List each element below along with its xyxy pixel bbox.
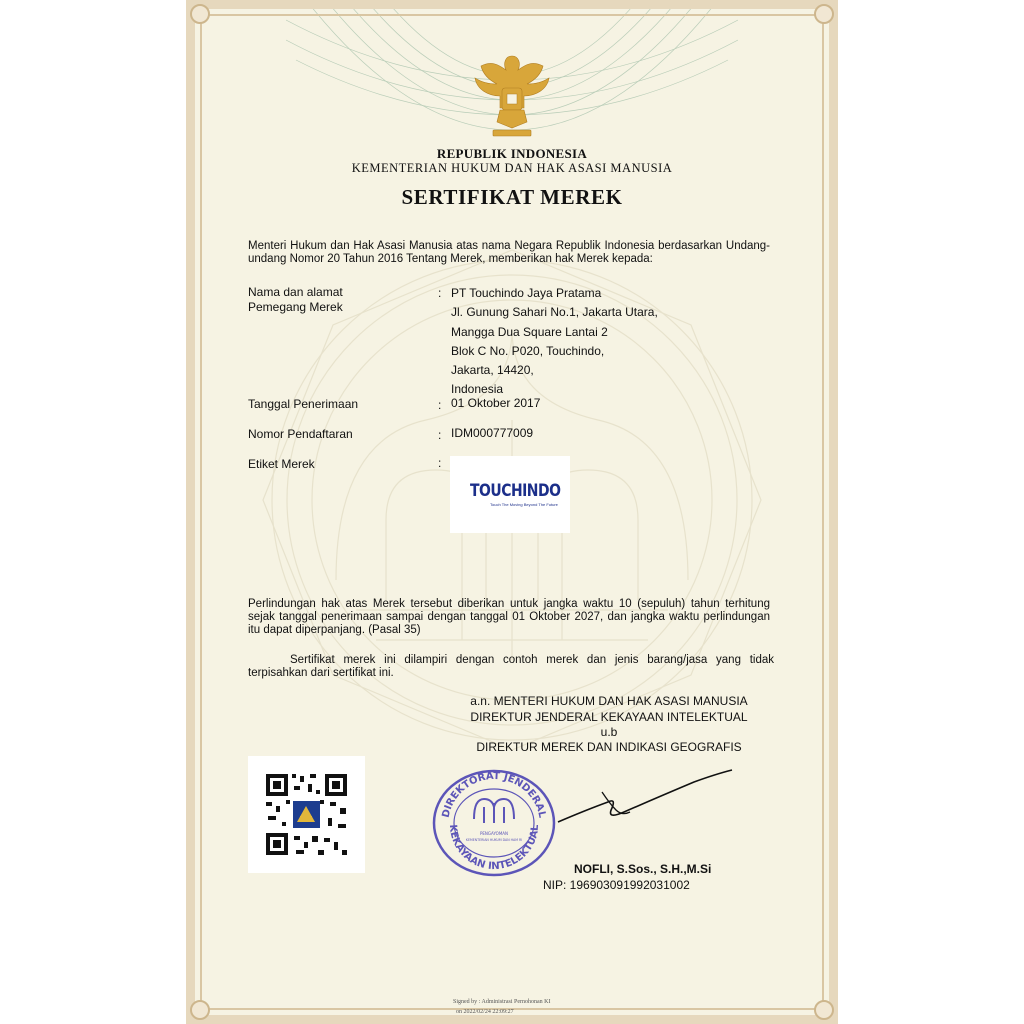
stamp-top-text: DIREKTORAT JENDERAL <box>440 770 548 819</box>
footer-signed-on: on 2022/02/24 22:09:27 <box>456 1009 514 1015</box>
holder-line: Blok C No. P020, Touchindo, <box>451 343 605 358</box>
colon: : <box>438 398 442 412</box>
signatory-line-1: a.n. MENTERI HUKUM DAN HAK ASASI MANUSIA <box>470 694 748 708</box>
corner-ornament <box>814 1000 834 1020</box>
signatory-line-2: DIREKTUR JENDERAL KEKAYAAN INTELEKTUAL <box>470 710 748 724</box>
corner-ornament <box>190 1000 210 1020</box>
holder-line: PT Touchindo Jaya Pratama <box>451 286 602 300</box>
pengayoman-tree-icon <box>474 799 514 823</box>
holder-line: Indonesia <box>451 382 504 397</box>
signatory-line-4: DIREKTUR MEREK DAN INDIKASI GEOGRAFIS <box>476 740 742 754</box>
colon: : <box>438 428 442 442</box>
holder-line: Jl. Gunung Sahari No.1, Jakarta Utara, <box>451 305 658 320</box>
stamp-inner-1: PENGAYOMAN <box>479 831 509 836</box>
certificate-title: SERTIFIKAT MEREK <box>401 185 623 209</box>
registration-value: IDM000777009 <box>451 426 534 440</box>
signer-nip: NIP: 196903091992031002 <box>543 878 690 892</box>
trademark-tagline: Touch The Moving Beyond The Future <box>490 502 558 507</box>
signatory-line-3: u.b <box>600 725 618 739</box>
corner-ornament <box>814 4 834 24</box>
date-value: 01 Oktober 2017 <box>451 396 541 410</box>
colon: : <box>438 286 442 300</box>
footer-signed-by: Signed by : Administrasi Pernohonan KI <box>453 999 551 1005</box>
holder-label-2: Pemegang Merek <box>248 300 343 314</box>
holder-label-1: Nama dan alamat <box>248 285 343 299</box>
holder-line: Jakarta, 14420, <box>451 363 534 378</box>
registration-label: Nomor Pendaftaran <box>248 427 353 441</box>
stamp-bottom-text: KEKAYAAN INTELEKTUAL <box>446 824 542 873</box>
official-stamp <box>432 769 556 877</box>
signer-name: NOFLI, S.Sos., S.H.,M.Si <box>574 862 712 876</box>
handwritten-signature <box>546 762 746 842</box>
colon: : <box>438 456 442 470</box>
holder-line: Mangga Dua Square Lantai 2 <box>451 324 608 339</box>
attachment-paragraph: Sertifikat merek ini dilampiri dengan contoh merek dan jenis barang/jasa yang tidak terpisahkan dari sertifikat ini. <box>248 654 774 679</box>
etiket-label: Etiket Merek <box>248 457 315 471</box>
date-label: Tanggal Penerimaan <box>248 397 359 411</box>
trademark-brand: TOUCHINDO <box>470 481 561 501</box>
stamp-inner-2: KEMENTERIAN HUKUM DAN HAM RI <box>465 838 523 842</box>
republic-heading: REPUBLIK INDONESIA <box>436 146 588 161</box>
ministry-heading: KEMENTERIAN HUKUM DAN HAK ASASI MANUSIA <box>351 161 673 175</box>
protection-paragraph: Perlindungan hak atas Merek tersebut diberikan untuk jangka waktu 10 (sepuluh) tahun terhitung sejak tanggal penerimaan sampai dengan tanggal 01 Oktober 2027, dan jangka waktu perlindungan itu dapat diperpanjang. (Pasal 35) <box>248 598 770 636</box>
qr-code-icon <box>248 756 365 873</box>
trademark-label-image <box>450 456 570 533</box>
holder-address <box>451 284 658 400</box>
certificate-page <box>186 0 838 1024</box>
intro-paragraph: Menteri Hukum dan Hak Asasi Manusia atas nama Negara Republik Indonesia berdasarkan Undang-undang Nomor 20 Tahun 2016 Tentang Merek, memberikan hak Merek kepada: <box>248 240 770 265</box>
corner-ornament <box>190 4 210 24</box>
qr-code <box>248 756 365 873</box>
